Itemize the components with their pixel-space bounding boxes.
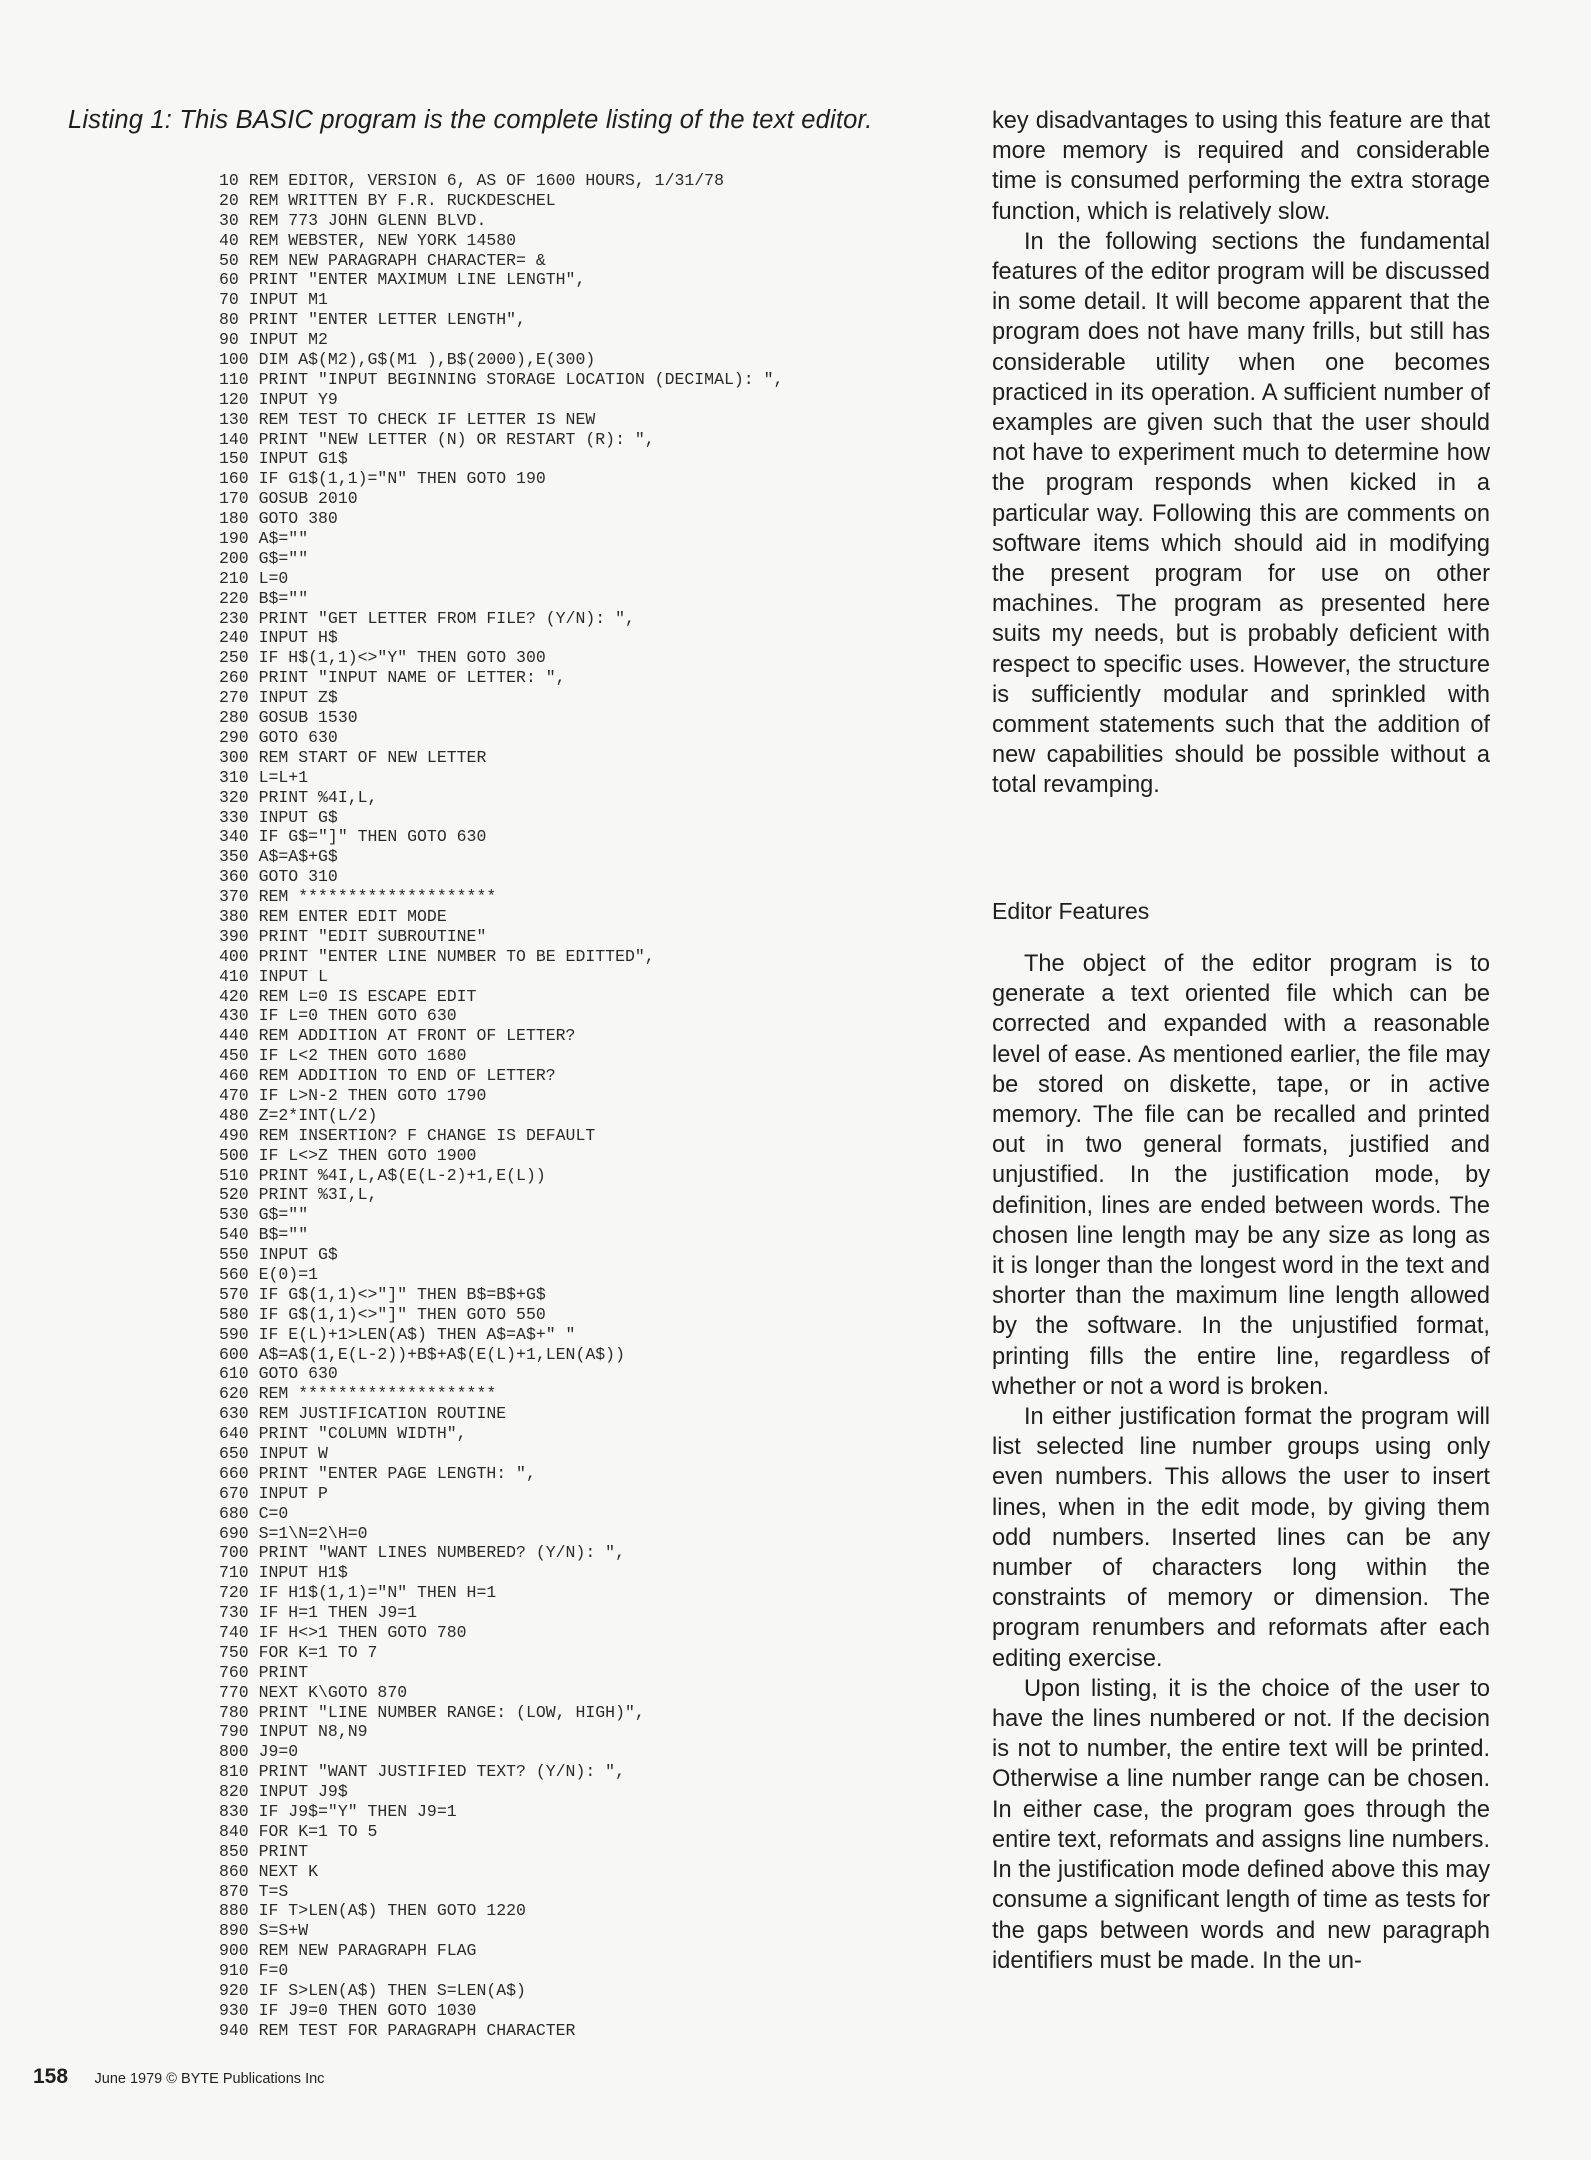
code-line: 380 REM ENTER EDIT MODE [219, 906, 447, 926]
listing-caption: Listing 1: This BASIC program is the complete listing of the text editor. [68, 106, 873, 134]
code-line: 50 REM NEW PARAGRAPH CHARACTER= & [219, 250, 546, 270]
code-line: 70 INPUT M1 [219, 290, 328, 310]
code-line: 840 FOR K=1 TO 5 [219, 1821, 378, 1841]
code-line: 100 DIM A$(M2),G$(M1 ),B$(2000),E(300) [219, 350, 596, 370]
paragraph: key disadvantages to using this feature are that more memory is required and considerable time is consumed performing the extra storage function, which is relatively slow. [992, 108, 1490, 225]
intro-text [992, 106, 1490, 801]
code-line: 280 GOSUB 1530 [219, 708, 358, 728]
code-line: 300 REM START OF NEW LETTER [219, 747, 487, 767]
code-line: 80 PRINT "ENTER LETTER LENGTH", [219, 310, 526, 330]
code-line: 770 NEXT K\GOTO 870 [219, 1682, 408, 1702]
code-line: 570 IF G$(1,1)<>"]" THEN B$=B$+G$ [219, 1284, 546, 1304]
code-line: 580 IF G$(1,1)<>"]" THEN GOTO 550 [219, 1304, 546, 1324]
code-line: 250 IF H$(1,1)<>"Y" THEN GOTO 300 [219, 648, 546, 668]
code-line: 120 INPUT Y9 [219, 389, 338, 409]
code-line: 430 IF L=0 THEN GOTO 630 [219, 1006, 457, 1026]
code-line: 360 GOTO 310 [219, 867, 338, 887]
code-line: 540 B$="" [219, 1225, 309, 1245]
code-line: 30 REM 773 JOHN GLENN BLVD. [219, 210, 487, 230]
code-line: 90 INPUT M2 [219, 330, 328, 350]
code-line: 230 PRINT "GET LETTER FROM FILE? (Y/N): ", [219, 608, 635, 628]
code-line: 850 PRINT [219, 1841, 309, 1861]
code-line: 220 B$="" [219, 588, 309, 608]
code-line: 130 REM TEST TO CHECK IF LETTER IS NEW [219, 409, 596, 429]
code-line: 290 GOTO 630 [219, 727, 338, 747]
code-line: 330 INPUT G$ [219, 807, 338, 827]
code-line: 910 F=0 [219, 1961, 289, 1981]
code-line: 930 IF J9=0 THEN GOTO 1030 [219, 2000, 477, 2020]
code-line: 530 G$="" [219, 1205, 309, 1225]
code-line: 310 L=L+1 [219, 767, 309, 787]
code-line: 470 IF L>N-2 THEN GOTO 1790 [219, 1085, 487, 1105]
code-line: 620 REM ******************** [219, 1384, 497, 1404]
code-line: 670 INPUT P [219, 1483, 328, 1503]
code-line: 140 PRINT "NEW LETTER (N) OR RESTART (R): ", [219, 429, 655, 449]
code-line: 500 IF L<>Z THEN GOTO 1900 [219, 1145, 477, 1165]
code-line: 240 INPUT H$ [219, 628, 338, 648]
code-line: 150 INPUT G1$ [219, 449, 348, 469]
code-line: 940 REM TEST FOR PARAGRAPH CHARACTER [219, 2020, 576, 2040]
code-line: 820 INPUT J9$ [219, 1782, 348, 1802]
code-line: 700 PRINT "WANT LINES NUMBERED? (Y/N): ", [219, 1543, 625, 1563]
code-line: 420 REM L=0 IS ESCAPE EDIT [219, 986, 477, 1006]
basic-listing [219, 171, 979, 2041]
code-line: 920 IF S>LEN(A$) THEN S=LEN(A$) [219, 1981, 526, 2001]
code-line: 660 PRINT "ENTER PAGE LENGTH: ", [219, 1463, 536, 1483]
code-line: 640 PRINT "COLUMN WIDTH", [219, 1424, 467, 1444]
code-line: 520 PRINT %3I,L, [219, 1185, 378, 1205]
code-line: 60 PRINT "ENTER MAXIMUM LINE LENGTH", [219, 270, 586, 290]
code-line: 890 S=S+W [219, 1921, 309, 1941]
paragraph: In either justification format the program will list selected line number groups using only even numbers. This allows the user to insert lines, when in the edit mode, by giving them odd numbers. Inserted lines can be any number of characters long within the constraints of memory or dimension. The program renumbers and reformats after each editing exercise. [992, 1404, 1490, 1672]
code-line: 160 IF G1$(1,1)="N" THEN GOTO 190 [219, 469, 546, 489]
code-line: 800 J9=0 [219, 1742, 299, 1762]
code-line: 170 GOSUB 2010 [219, 489, 358, 509]
code-line: 630 REM JUSTIFICATION ROUTINE [219, 1404, 507, 1424]
code-line: 180 GOTO 380 [219, 509, 338, 529]
code-line: 900 REM NEW PARAGRAPH FLAG [219, 1941, 477, 1961]
code-line: 650 INPUT W [219, 1444, 328, 1463]
code-line: 40 REM WEBSTER, NEW YORK 14580 [219, 230, 517, 250]
code-line: 690 S=1\N=2\H=0 [219, 1523, 368, 1543]
paragraph: Upon listing, it is the choice of the user to have the lines numbered or not. If the decision is not to number, the entire text will be printed. Otherwise a line number range can be chosen. In either case, the program goes through the entire text, reformats and assigns line numbers. In the justification mode defined above this may consume a significant length of time as tests for the gaps between words and new paragraph identifiers must be made. In the un- [992, 1675, 1490, 1974]
code-line: 210 L=0 [219, 568, 289, 588]
code-line: 270 INPUT Z$ [219, 688, 338, 708]
code-line: 400 PRINT "ENTER LINE NUMBER TO BE EDITTED", [219, 946, 655, 966]
paragraph: The object of the editor program is to generate a text oriented file which can be corrected and expanded with a reasonable level of ease. As mentioned earlier, the file may be stored on diskette, tape, or in active memory. The file can be recalled and printed out in two general formats, justified and unjustified. In the justification mode, by definition, lines are ended between words. The chosen line length may be any size as long as it is longer than the longest word in the text and shorter than the maximum line length allowed by the software. In the unjustified format, printing fills the entire line, regardless of whether or not a word is broken. [992, 951, 1490, 1400]
code-line: 810 PRINT "WANT JUSTIFIED TEXT? (Y/N): ", [219, 1762, 625, 1782]
code-line: 760 PRINT [219, 1662, 309, 1682]
section-text [992, 949, 1490, 1976]
code-line: 390 PRINT "EDIT SUBROUTINE" [219, 926, 487, 946]
code-line: 550 INPUT G$ [219, 1245, 338, 1265]
code-line: 790 INPUT N8,N9 [219, 1722, 368, 1742]
code-line: 880 IF T>LEN(A$) THEN GOTO 1220 [219, 1901, 526, 1921]
code-line: 720 IF H1$(1,1)="N" THEN H=1 [219, 1583, 497, 1603]
publication-credit: June 1979 © BYTE Publications Inc [94, 2071, 325, 2087]
code-line: 110 PRINT "INPUT BEGINNING STORAGE LOCATION (DECIMAL): ", [219, 369, 784, 389]
code-line: 340 IF G$="]" THEN GOTO 630 [219, 827, 487, 847]
paragraph: In the following sections the fundamental features of the editor program will be discussed in some detail. It will become apparent that the program does not have many frills, but still has considerable utility when one becomes practiced in its operation. A sufficient number of examples are given such that the user should not have to experiment much to determine how the program responds when kicked in a particular way. Following this are comments on software items which should aid in modifying the present program for use on other machines. The program as presented here suits my needs, but is probably deficient with respect to specific uses. However, the structure is sufficiently modular and sprinkled with comment statements such that the addition of new capabilities should be possible without a total revamping. [992, 228, 1490, 799]
code-line: 830 IF J9$="Y" THEN J9=1 [219, 1802, 457, 1822]
page-footer [33, 2065, 324, 2089]
code-line: 780 PRINT "LINE NUMBER RANGE: (LOW, HIGH)", [219, 1702, 645, 1722]
code-line: 870 T=S [219, 1881, 289, 1901]
code-line: 440 REM ADDITION AT FRONT OF LETTER? [219, 1026, 576, 1046]
code-line: 480 Z=2*INT(L/2) [219, 1105, 378, 1125]
code-line: 610 GOTO 630 [219, 1364, 338, 1384]
code-line: 410 INPUT L [219, 966, 328, 986]
code-line: 490 REM INSERTION? F CHANGE IS DEFAULT [219, 1125, 596, 1145]
code-line: 860 NEXT K [219, 1861, 319, 1881]
code-line: 200 G$="" [219, 548, 309, 568]
page-number: 158 [33, 2065, 69, 2088]
code-line: 740 IF H<>1 THEN GOTO 780 [219, 1623, 467, 1643]
code-line: 370 REM ******************** [219, 887, 497, 907]
code-line: 600 A$=A$(1,E(L-2))+B$+A$(E(L)+1,LEN(A$)) [219, 1344, 625, 1364]
code-line: 590 IF E(L)+1>LEN(A$) THEN A$=A$+" " [219, 1324, 576, 1344]
code-line: 510 PRINT %4I,L,A$(E(L-2)+1,E(L)) [219, 1165, 546, 1185]
code-line: 710 INPUT H1$ [219, 1563, 348, 1583]
code-line: 260 PRINT "INPUT NAME OF LETTER: ", [219, 668, 566, 688]
code-line: 320 PRINT %4I,L, [219, 787, 378, 807]
code-line: 450 IF L<2 THEN GOTO 1680 [219, 1046, 467, 1066]
code-line: 20 REM WRITTEN BY F.R. RUCKDESCHEL [219, 190, 556, 210]
code-line: 190 A$="" [219, 529, 309, 549]
section-heading: Editor Features [992, 898, 1150, 924]
code-line: 730 IF H=1 THEN J9=1 [219, 1603, 418, 1623]
code-line: 680 C=0 [219, 1503, 289, 1523]
code-line: 350 A$=A$+G$ [219, 847, 338, 867]
code-line: 750 FOR K=1 TO 7 [219, 1642, 378, 1662]
code-line: 560 E(0)=1 [219, 1264, 319, 1284]
code-line: 460 REM ADDITION TO END OF LETTER? [219, 1066, 556, 1086]
code-line: 10 REM EDITOR, VERSION 6, AS OF 1600 HOURS, 1/31/78 [219, 171, 724, 190]
